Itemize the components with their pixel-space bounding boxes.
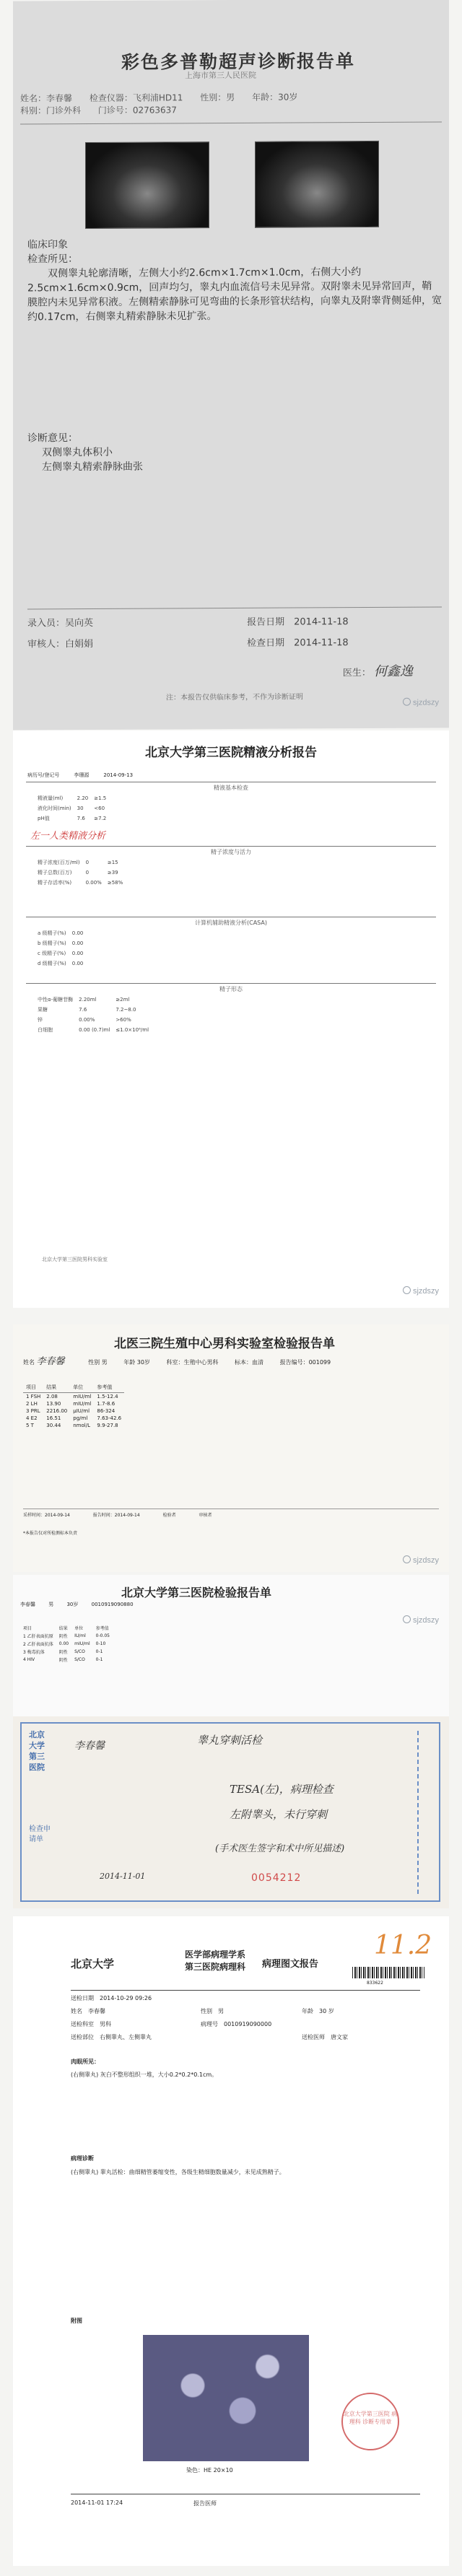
table-header: 项目 结果 单位 参考值 (23, 1382, 124, 1393)
table-row: 白细胞 0.00 (0.7)ml ≤1.0×10⁶/ml (38, 1027, 149, 1033)
barcode (352, 1967, 424, 1978)
semen-report (13, 730, 449, 1308)
watermark: sjzdszy (403, 697, 439, 707)
patient-name: 李春馨 (36, 1356, 65, 1367)
report-title: 彩色多普勒超声诊断报告单 (121, 51, 356, 73)
footer-lab: 北京大学第三医院男科实验室 (42, 1257, 108, 1262)
pathology-report (13, 1916, 449, 2566)
doctor-signature: 何鑫逸 (374, 663, 413, 679)
patient-meta (20, 1601, 442, 1608)
patient-gender: 性别：男 (200, 92, 235, 103)
patient-name: 李珊源 (74, 772, 90, 778)
patient-name: 李春馨 (20, 1602, 35, 1607)
patient-header (20, 89, 442, 116)
table-row: 4 HIV 阴性 S/CO 0-1 (23, 1657, 103, 1663)
impression-label: 临床印象 (27, 239, 68, 251)
field-date: 送检日期 2014-10-29 09:26 (71, 1995, 152, 2001)
stain-note: 染色：HE 20×10 (186, 2467, 233, 2474)
field-dept: 送检科室 男科 (71, 2021, 111, 2027)
ultrasound-image-left (85, 141, 209, 229)
handwriting-line-2: TESA(左)，病理检查 (230, 1783, 334, 1796)
field-doctor: 送检医师 唐文家 (302, 2034, 348, 2040)
checker: 检验者 (162, 1513, 176, 1518)
findings-block (27, 235, 442, 474)
serial-number: 0054212 (251, 1872, 302, 1884)
handwriting-line-3: 左附睾头，未行穿刺 (230, 1808, 328, 1821)
recorder: 录入员：吴向英 (27, 618, 94, 629)
table-row: 1 乙肝表面抗原 阴性 IU/ml 0-0.05 (23, 1633, 110, 1639)
request-form (13, 1716, 449, 1908)
table-header: 项目 结果 单位 参考值 (23, 1626, 109, 1631)
opinion-1: 双侧睾丸体积小 (42, 446, 113, 459)
section-title: 精子形态 (219, 986, 243, 992)
field-age: 年龄 30 岁 (302, 2008, 334, 2014)
table-row: 精液量(ml) 2.20 ≥1.5 (38, 795, 107, 801)
table-row: 果糖 7.6 7.2~8.0 (38, 1007, 136, 1013)
report-title: 北京大学第三医院精液分析报告 (145, 746, 317, 760)
handwriting-title: 睾丸穿刺活检 (197, 1734, 263, 1747)
patient-age: 年龄 30岁 (123, 1359, 150, 1366)
patient-age: 30岁 (66, 1602, 79, 1607)
basic-table (35, 793, 109, 824)
field-name: 姓名 李春馨 (71, 2008, 105, 2014)
report-number: 报告编号：001099 (279, 1359, 331, 1366)
reporter: 报告医师 (193, 2500, 217, 2507)
field-path-no: 病理号 0010919090000 (201, 2021, 272, 2027)
section-title: 计算机辅助精液分析(CASA) (195, 920, 267, 926)
hospital-subtitle: 上海市第三人民医院 (185, 70, 256, 81)
patient-id: 门诊号：02763637 (97, 105, 177, 115)
table-row: 1 FSH 2.08 mIU/ml 1.5-12.4 (26, 1394, 118, 1400)
report-title: 病理图文报告 (262, 1959, 319, 1970)
table-row: c 级精子(%) 0.00 (38, 951, 84, 956)
name-label: 姓名 (23, 1359, 35, 1366)
results-table (20, 1624, 113, 1664)
exam-device: 检查仪器：飞利浦HD11 (89, 92, 183, 104)
gross-text: (右侧睾丸) 灰白不整形组织一堆，大小0.2*0.2*0.1cm。 (71, 2071, 218, 2078)
divider (26, 983, 436, 984)
exam-date: 检查日期 2014-11-18 (247, 637, 349, 649)
patient-gender: 男 (48, 1602, 54, 1607)
patient-info (27, 772, 435, 779)
doc-type: 检查申请单 (29, 1825, 51, 1843)
patient-gender: 性别 男 (88, 1359, 108, 1366)
casa-table (35, 928, 86, 969)
table-row: 2 乙肝表面抗体 0.00 mIU/ml 0-10 (23, 1641, 106, 1647)
hormone-report (13, 1324, 449, 1572)
specimen: 标本：血清 (235, 1359, 264, 1366)
table-row: a 级精子(%) 0.00 (38, 930, 84, 936)
divider (26, 846, 436, 847)
section-title: 精子浓度与活力 (211, 849, 251, 855)
form-date: 2014-11-01 (100, 1872, 146, 1881)
doctor-label: 医生： (342, 667, 371, 679)
table-row: 3 PRL 2216.00 μIU/ml 86-324 (26, 1408, 116, 1414)
department: 科别：门诊外科 (20, 105, 82, 116)
handwriting-line-4: (手术医生签字和术中所见描述) (215, 1843, 345, 1854)
patient-name-handwritten: 李春馨 (74, 1740, 105, 1752)
diagnosis-label: 病理诊断 (71, 2155, 94, 2162)
patient-meta (23, 1353, 439, 1367)
hospital-dept: 第三医院病理科 (185, 1962, 246, 1972)
signature-block (27, 606, 442, 702)
table-row: 液化时间(min) 30 <60 (38, 805, 105, 811)
watermark: sjzdszy (403, 1615, 439, 1625)
report-date: 报告日期 2014-11-18 (247, 616, 349, 628)
field-site: 送检部位 右侧睾丸、左侧睾丸 (71, 2034, 152, 2040)
department-block (185, 1949, 245, 1973)
histology-image (143, 2335, 309, 2461)
ultrasound-images (85, 141, 435, 228)
section-title: 精液基本检查 (214, 785, 248, 791)
concentration-table (35, 857, 126, 888)
patient-name: 姓名：李春馨 (20, 93, 73, 104)
table-row: 3 梅毒抗体 阴性 S/CO 0-1 (23, 1649, 103, 1655)
table-row: 精子存活率(%) 0.00% ≥58% (38, 880, 123, 886)
footer-note: 注：本报告仅供临床参考，不作为诊断证明 (166, 693, 303, 702)
chem-table (35, 995, 152, 1035)
opinion-label: 诊断意见： (27, 432, 78, 445)
results-table (23, 1382, 124, 1429)
report-title: 北京大学第三医院检验报告单 (121, 1586, 272, 1599)
findings-label: 检查所见： (27, 253, 78, 266)
handwritten-note: 左一人类精液分析 (30, 831, 106, 842)
barcode-text: 833622 (367, 1981, 383, 1986)
ultrasound-report (13, 0, 449, 730)
reviewer: 审核人：白娟娟 (27, 639, 94, 650)
patient-age: 年龄：30岁 (252, 92, 298, 102)
watermark: sjzdszy (403, 1555, 439, 1565)
hospital-vertical: 北京大学第三医院 (29, 1730, 45, 1772)
image-label: 附图 (71, 2318, 82, 2324)
divider (20, 121, 442, 124)
lab-report (13, 1575, 449, 1716)
collect-time: 采样时间：2014-09-14 (23, 1513, 70, 1518)
reviewer: 审核者 (199, 1513, 212, 1518)
pathology-seal: 北京大学第三医院 病理科 诊断专用章 (341, 2393, 399, 2450)
table-row: 精子浓度(百万/ml) 0 ≥15 (38, 860, 118, 865)
perforation-line (417, 1731, 433, 1894)
report-time: 报告时间：2014-09-14 (92, 1513, 140, 1518)
table-row: 锌 0.00% >60% (38, 1017, 131, 1023)
table-row: 5 T 30.44 nmol/L 9.9-27.8 (26, 1423, 118, 1428)
patient-date: 2014-09-13 (103, 772, 134, 778)
table-row: 2 LH 13.90 mIU/ml 1.7-8.6 (26, 1401, 116, 1407)
table-row: 精子总数(百万) 0 ≥39 (38, 870, 118, 876)
table-row: 中性α-葡糖苷酶 2.20ml ≥2ml (38, 997, 130, 1003)
handwritten-number: 11.2 (374, 1931, 432, 1960)
table-row: pH值 7.6 ≥7.2 (38, 816, 107, 821)
info-label: 病历号/登记号 (27, 772, 60, 778)
institution: 北京大学 (71, 1957, 115, 1970)
diagnosis-text: (右侧睾丸) 睾丸活检：曲细精管萎缩变性，各级生精细胞数量减少，未见成熟精子。 (71, 2169, 285, 2175)
report-title: 北医三院生殖中心男科实验室检验报告单 (114, 1337, 335, 1351)
department: 科室：生殖中心男科 (166, 1359, 219, 1366)
field-gender: 性别 男 (201, 2008, 224, 2014)
ultrasound-image-right (255, 141, 379, 228)
watermark: sjzdszy (403, 1286, 439, 1296)
footer-meta (23, 1509, 439, 1519)
table-row: 4 E2 16.51 pg/ml 7.63-42.6 (26, 1415, 122, 1421)
divider (71, 1990, 420, 1991)
department: 医学部病理学系 (185, 1950, 246, 1960)
findings-text: 双侧睾丸轮廓清晰，左侧大小约2.6cm×1.7cm×1.0cm，右侧大小约2.5cm×1.6cm×0.9cm，回声均匀，睾丸内血流信号未见异常。双附睾未见异常回声，鞘膜腔内未见异常积液。左侧精索静脉可见弯曲的长条形管状结构，向睾丸及附睾背侧延伸，宽约0.17cm，右侧睾丸精索静脉未见扩张。 (27, 266, 442, 323)
gross-label: 肉眼所见： (71, 2058, 100, 2065)
footer-note: *本报告仅对所检测标本负责 (23, 1531, 78, 1536)
report-date: 2014-11-01 17:24 (71, 2499, 123, 2506)
barcode-number: 0010919090880 (91, 1602, 134, 1607)
opinion-2: 左侧睾丸精索静脉曲张 (42, 460, 143, 473)
table-row: b 级精子(%) 0.00 (38, 940, 84, 946)
table-row: d 级精子(%) 0.00 (38, 961, 84, 966)
